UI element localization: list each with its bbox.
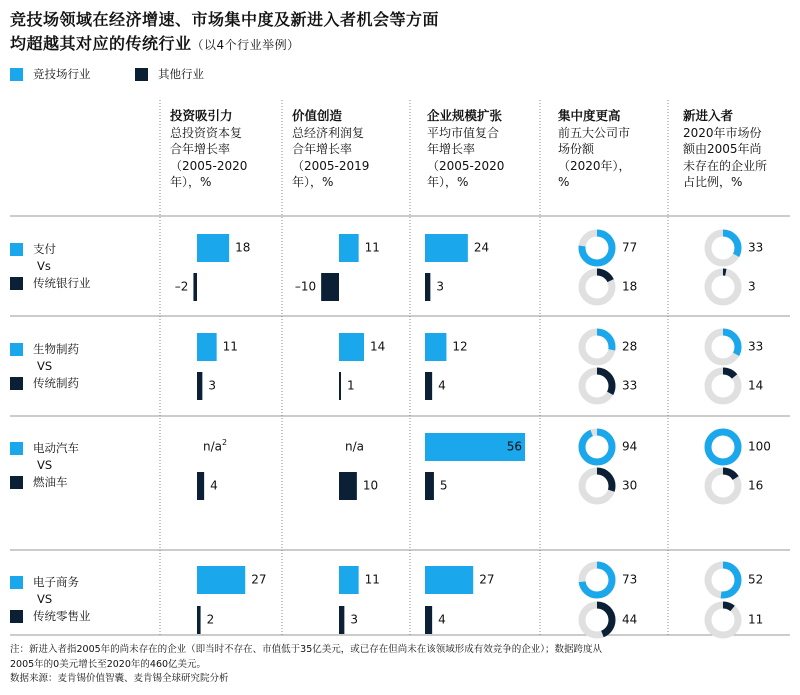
other-bar-value-label: 4 bbox=[438, 378, 446, 393]
arena-donut-value-label: 28 bbox=[622, 339, 638, 354]
footer bbox=[10, 643, 790, 687]
arena-bar-value-label: 27 bbox=[251, 572, 267, 587]
column-subtitle-line: （2005-2019 bbox=[292, 158, 370, 173]
other-bar bbox=[425, 606, 432, 634]
column-title: 企业规模扩张 bbox=[427, 108, 503, 123]
donut-track bbox=[708, 272, 738, 302]
other-bar-value-label: 5 bbox=[439, 478, 448, 493]
other-bar bbox=[193, 273, 197, 301]
column-subtitle-line: 占比例，% bbox=[683, 175, 743, 189]
industry-vs: VS bbox=[37, 592, 53, 606]
arena-donut-value-label: 94 bbox=[622, 439, 638, 454]
column-subtitle-line: 场份额 bbox=[558, 142, 595, 156]
other-bar-value-label: 3 bbox=[350, 612, 358, 627]
column-subtitle-line: 年），% bbox=[292, 175, 334, 189]
industry-arena-name: 生物制药 bbox=[33, 342, 79, 356]
arena-bar-value-label: 12 bbox=[452, 339, 468, 354]
industry-vs: VS bbox=[37, 359, 53, 373]
industry-vs: VS bbox=[37, 458, 53, 472]
column-title: 新进入者 bbox=[683, 108, 734, 123]
other-donut-value-label: 44 bbox=[622, 612, 638, 627]
donut-track bbox=[708, 605, 738, 635]
arena-donut-value-label: 52 bbox=[748, 572, 764, 587]
industry-other-name: 传统零售业 bbox=[33, 609, 91, 623]
other-bar-value-label: 4 bbox=[210, 478, 218, 493]
industry-other-name: 燃油车 bbox=[33, 475, 68, 489]
arena-donut-value-label: 100 bbox=[748, 439, 771, 454]
arena-donut-value-label: 77 bbox=[622, 240, 638, 255]
other-bar bbox=[425, 372, 432, 400]
arena-bar bbox=[339, 234, 359, 262]
column-subtitle-line: 年），% bbox=[427, 175, 469, 189]
title-line-1: 竞技场领域在经济增速、市场集中度及新进入者机会等方面 bbox=[10, 10, 440, 29]
industry-other-name: 传统银行业 bbox=[33, 276, 91, 290]
arena-na-label: $n/a^2$ bbox=[203, 437, 228, 454]
title-subtitle: （以4个行业举例） bbox=[191, 38, 300, 52]
arena-bar-value-label: 27 bbox=[479, 572, 495, 587]
arena-bar-value-label: 11 bbox=[364, 572, 380, 587]
other-bar-value-label: 2 bbox=[206, 612, 215, 627]
column-title: 投资吸引力 bbox=[170, 108, 233, 123]
arena-donut bbox=[708, 432, 738, 462]
column-subtitle-line: 总投资资本复 bbox=[170, 125, 243, 140]
other-bar bbox=[339, 372, 341, 400]
column-subtitle-line: 额由2005年尚 bbox=[683, 142, 762, 156]
legend-other-label: 其他行业 bbox=[158, 67, 204, 81]
industry-arena-name: 电动汽车 bbox=[33, 441, 79, 455]
title-line-2-text: 均超越其对应的传统行业 bbox=[10, 34, 192, 53]
column-subtitle-line: 平均市值复合 bbox=[427, 125, 500, 140]
other-donut-value-label: 3 bbox=[748, 279, 756, 294]
industry-other-name: 传统制药 bbox=[33, 376, 79, 390]
column-title: 价值创造 bbox=[292, 108, 343, 123]
column-subtitle-line: 合年增长率 bbox=[170, 142, 231, 156]
other-donut-value-label: 30 bbox=[622, 478, 638, 493]
other-bar bbox=[425, 273, 430, 301]
arena-bar bbox=[197, 566, 245, 594]
column-subtitle-line: 总经济利润复 bbox=[292, 125, 365, 140]
other-bar-value-label: 1 bbox=[347, 378, 355, 393]
industry-arena-name: 电子商务 bbox=[33, 575, 79, 589]
column-subtitle-line: 年增长率 bbox=[427, 142, 476, 156]
arena-bar-value-label: 14 bbox=[370, 339, 386, 354]
column-title: 集中度更高 bbox=[558, 108, 621, 123]
other-bar bbox=[339, 472, 357, 500]
industry-arena-name: 支付 bbox=[33, 242, 56, 256]
arena-bar bbox=[197, 234, 229, 262]
arena-donut-value-label: 33 bbox=[748, 240, 764, 255]
arena-na-label: n/a bbox=[345, 439, 365, 454]
other-bar-value-label: –10 bbox=[294, 279, 317, 294]
other-donut-value-label: 14 bbox=[748, 378, 764, 393]
other-donut-value-label: 11 bbox=[748, 612, 764, 627]
arena-bar bbox=[339, 333, 364, 361]
other-bar bbox=[321, 273, 339, 301]
arena-donut-value-label: 33 bbox=[748, 339, 764, 354]
industry-vs: Vs bbox=[37, 259, 51, 273]
other-bar-value-label: 4 bbox=[438, 612, 446, 627]
column-subtitle-line: （2005-2020 bbox=[427, 158, 505, 173]
legend-arena-label: 竞技场行业 bbox=[33, 67, 91, 81]
other-bar bbox=[425, 472, 434, 500]
arena-bar bbox=[425, 333, 446, 361]
column-subtitle-line: % bbox=[558, 175, 570, 189]
arena-donut-value-label: 73 bbox=[622, 572, 638, 587]
other-bar-value-label: 3 bbox=[208, 378, 216, 393]
arena-bar-value-label: 56 bbox=[506, 439, 522, 454]
other-donut-value-label: 16 bbox=[748, 478, 764, 493]
other-bar bbox=[339, 606, 344, 634]
arena-bar bbox=[197, 333, 217, 361]
other-bar-value-label: 3 bbox=[436, 279, 444, 294]
footer-source: 数据来源：麦肯锡价值智囊、麦肯锡全球研究院分析 bbox=[10, 673, 229, 684]
footer-note-line-1: 注：新进入者指2005年的尚未存在的企业（即当时不存在、市值低于35亿美元，或已存在但尚未在该领域形成有效竞争的企业）；数据跨度从 bbox=[10, 644, 603, 655]
other-donut-value-label: 33 bbox=[622, 378, 638, 393]
column-subtitle-line: 年），% bbox=[170, 175, 212, 189]
arena-bar bbox=[425, 234, 468, 262]
other-bar bbox=[197, 472, 204, 500]
other-donut-value-label: 18 bbox=[622, 279, 638, 294]
column-subtitle-line: 合年增长率 bbox=[292, 142, 353, 156]
arena-bar-value-label: 11 bbox=[222, 339, 238, 354]
column-subtitle-line: （2020年）， bbox=[558, 158, 631, 173]
column-subtitle-line: （2005-2020 bbox=[170, 158, 248, 173]
column-subtitle-line: 前五大公司市 bbox=[558, 125, 631, 140]
arena-bar-value-label: 11 bbox=[364, 240, 380, 255]
column-subtitle-line: 未存在的企业所 bbox=[683, 158, 768, 173]
arena-donut bbox=[582, 432, 612, 462]
other-bar bbox=[197, 372, 202, 400]
arena-bar bbox=[425, 566, 473, 594]
other-bar-value-label: –2 bbox=[174, 279, 189, 294]
other-bar-value-label: 10 bbox=[362, 478, 379, 493]
other-bar bbox=[197, 606, 201, 634]
footer-note-line-2: 2005年的0美元增长至2020年的460亿美元。 bbox=[10, 658, 207, 670]
arena-bar bbox=[339, 566, 359, 594]
arena-bar-value-label: 18 bbox=[235, 240, 251, 255]
column-subtitle-line: 2020年市场份 bbox=[683, 125, 762, 140]
arena-bar-value-label: 24 bbox=[473, 240, 490, 255]
